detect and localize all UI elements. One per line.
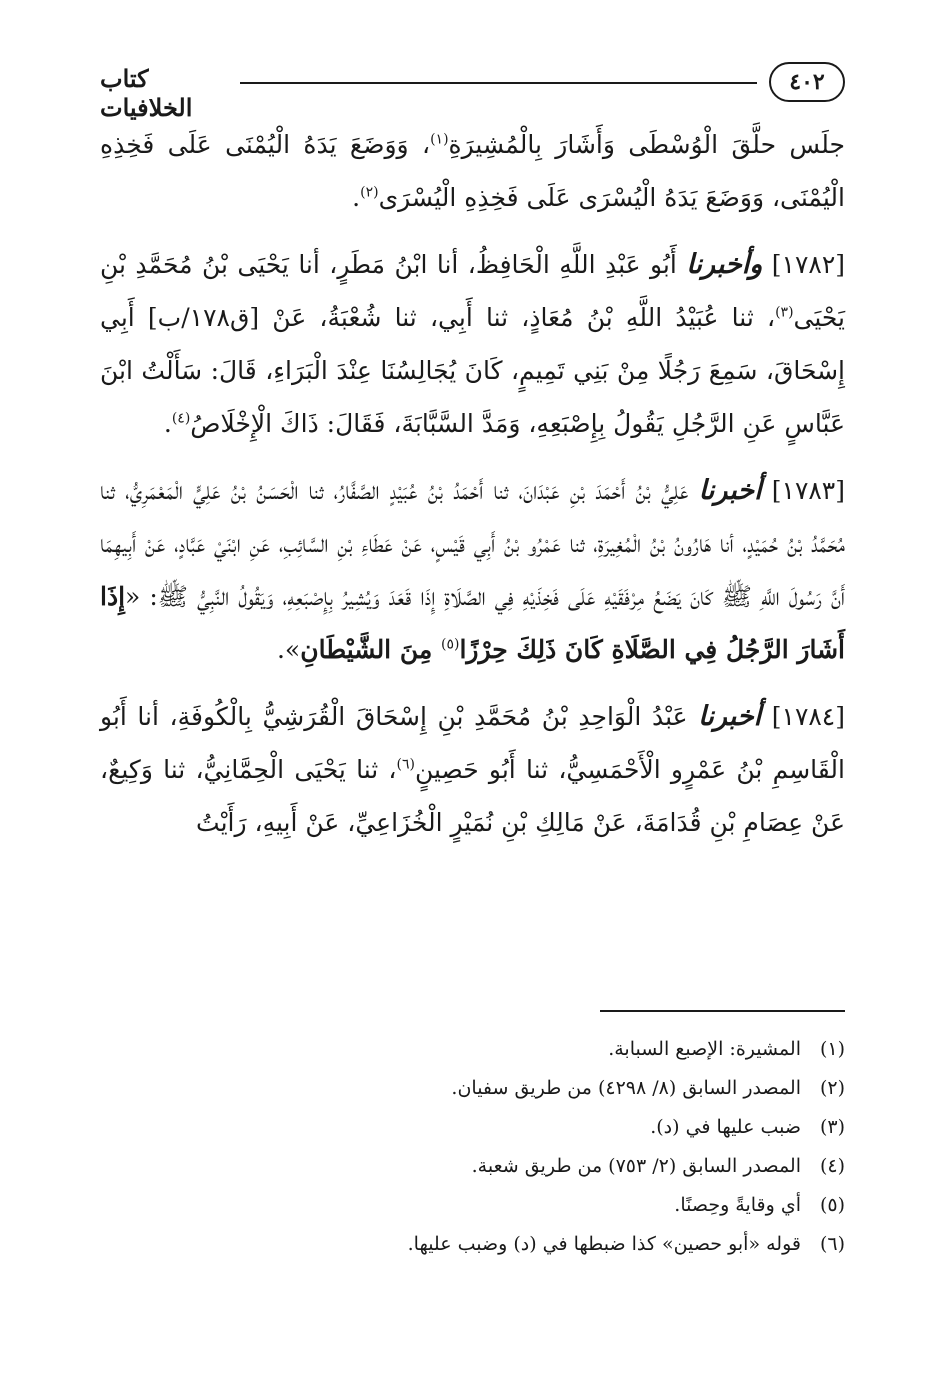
footnote-number: (٥) xyxy=(819,1194,845,1216)
footnote-marker: (٥) xyxy=(440,636,460,653)
footnote-marker: (٦) xyxy=(396,756,415,773)
text-run: عَبْدُ الْوَاحِدِ بْنُ مُحَمَّدِ بْنِ إِسْحَاقَ الْقُرَشِيُّ بِالْكُوفَةِ، أنا أَبُو الْقَاسِمِ بْنُ عَمْرٍو الْأَحْمَسِيُّ، ثنا أَبُو حَصِينٍ xyxy=(100,702,845,784)
text-run: ، وَوَضَعَ يَدَهُ الْيُمْنَى عَلَى فَخِذِهِ الْيُمْنَى، وَوَضَعَ يَدَهُ الْيُسْرَى عَلَى فَخِذِهِ الْيُسْرَى xyxy=(100,130,845,212)
footnote-marker: (١) xyxy=(430,131,449,148)
book-title: كتاب الخلافيات xyxy=(100,64,193,122)
footnote-number: (١) xyxy=(819,1038,845,1060)
paragraph xyxy=(100,118,845,224)
header-rule xyxy=(240,82,757,84)
text-run: ». xyxy=(276,635,301,664)
footnote-text: المصدر السابق (٢/ ٧٥٣) من طريق شعبة. xyxy=(471,1155,801,1177)
text-run: ، ثنا يَحْيَى الْحِمَّانِيُّ، ثنا وَكِيعٌ، عَنْ عِصَامِ بْنِ قُدَامَةَ، عَنْ مَالِكِ بْنِ نُمَيْرٍ الْخُزَاعِيِّ، عَنْ أَبِيهِ، رَأَيْتُ xyxy=(100,755,845,837)
text-run: عَلِيُّ بْنُ أَحْمَدَ بْنِ عَبْدَانَ، ثنا أَحْمَدُ بْنُ عُبَيْدٍ الصَّفَّارُ، ثنا الْحَسَنُ بْنُ عَلِيٍّ الْمَعْمَرِيُّ، ثنا مُحَمَّدُ بْنُ حُمَيْدٍ، أنا هَارُونُ بْنُ الْمُغِيرَةِ، ثنا عَمْرُو بْنُ أَبِي قَيْسٍ، عَنْ عَطَاءِ بْنِ السَّائِبِ، عَنِ ابْنَيْ عَبَّادٍ، عَنْ أَبِيهِمَا أَنَّ رَسُولَ اللَّهِ ﷺ كَانَ يَضَعُ مِرْفَقَيْهِ عَلَى فَخِذَيْهِ فِي الصَّلَاةِ إِذَا قَعَدَ وَيُشِيرُ بِإِصْبَعِهِ، وَيَقُولُ النَّبِيُّ ﷺ: « xyxy=(100,476,845,611)
footnote-number: (٤) xyxy=(819,1155,845,1177)
paragraph xyxy=(100,238,845,450)
footnote-marker: (٢) xyxy=(360,184,379,201)
text-run: ، ثنا عُبَيْدُ اللَّهِ بْنُ مُعَاذٍ، ثنا أَبِي، ثنا شُعْبَةُ، عَنْ [ق١٧٨/ب] أَبِي إِسْحَاقَ، سَمِعَ رَجُلًا مِنْ بَنِي تَمِيمٍ، كَانَ يُجَالِسُنَا عِنْدَ الْبَرَاءِ، قَالَ: سَأَلْتُ ابْنَ عَبَّاسٍ عَنِ الرَّجُلِ يَقُولُ بِإِصْبَعِهِ، وَمَدَّ السَّبَّابَةَ، فَقَالَ: ذَاكَ الْإِخْلَاصُ xyxy=(100,303,845,438)
text-run: . xyxy=(352,183,361,212)
footnotes xyxy=(100,1030,845,1264)
text-run: جلَس حلَّقَ الْوُسْطَى وَأَشَارَ بِالْمُشِيرَةِ xyxy=(448,130,845,159)
akhbarana-keyword: أخبرنا xyxy=(698,475,762,506)
akhbarana-keyword: أخبرنا xyxy=(698,701,762,732)
footnote-text: قوله «أبو حصين» كذا ضبطها في (د) وضبب عليها. xyxy=(407,1233,801,1255)
hadith-number: [١٧٨٤] xyxy=(771,702,845,731)
footnote-text: المشيرة: الإصبع السبابة. xyxy=(608,1038,801,1060)
hadith-text: إِذَا أَشَارَ الرَّجُلُ فِي الصَّلَاةِ كَانَ ذَلِكَ حِرْزًا xyxy=(100,582,845,664)
text-run: . xyxy=(163,409,172,438)
footnote-marker: (٣) xyxy=(775,304,794,321)
hadith-number: [١٧٨٣] xyxy=(771,476,845,505)
akhbarana-keyword: وأخبرنا xyxy=(686,249,763,280)
footnote-item xyxy=(100,1069,845,1108)
footnote-marker: (٤) xyxy=(171,410,191,427)
page-header xyxy=(100,62,845,122)
text-run: أَبُو عَبْدِ اللَّهِ الْحَافِظُ، أنا ابْنُ مَطَرٍ، أنا يَحْيَى بْنُ مُحَمَّدِ بْنِ يَحْيَى xyxy=(100,250,846,332)
hadith-text: مِنَ الشَّيْطَانِ xyxy=(300,635,441,664)
footnote-number: (٣) xyxy=(819,1116,845,1138)
footnote-number: (٢) xyxy=(819,1077,845,1099)
footnote-text: ضبب عليها في (د). xyxy=(650,1116,801,1138)
footnote-item xyxy=(100,1030,845,1069)
footnote-rule xyxy=(600,1010,845,1012)
page-number: ٤٠٢ xyxy=(769,62,845,102)
footnote-item xyxy=(100,1186,845,1225)
paragraph xyxy=(100,690,845,849)
footnote-text: أي وقايةً وحِصنًا. xyxy=(674,1194,801,1216)
footnote-item xyxy=(100,1108,845,1147)
footnote-item xyxy=(100,1225,845,1264)
footnote-number: (٦) xyxy=(819,1233,845,1255)
paragraph xyxy=(100,464,845,676)
main-text xyxy=(100,118,845,863)
hadith-number: [١٧٨٢] xyxy=(771,250,846,279)
footnote-item xyxy=(100,1147,845,1186)
footnote-text: المصدر السابق (٨/ ٤٢٩٨) من طريق سفيان. xyxy=(451,1077,801,1099)
